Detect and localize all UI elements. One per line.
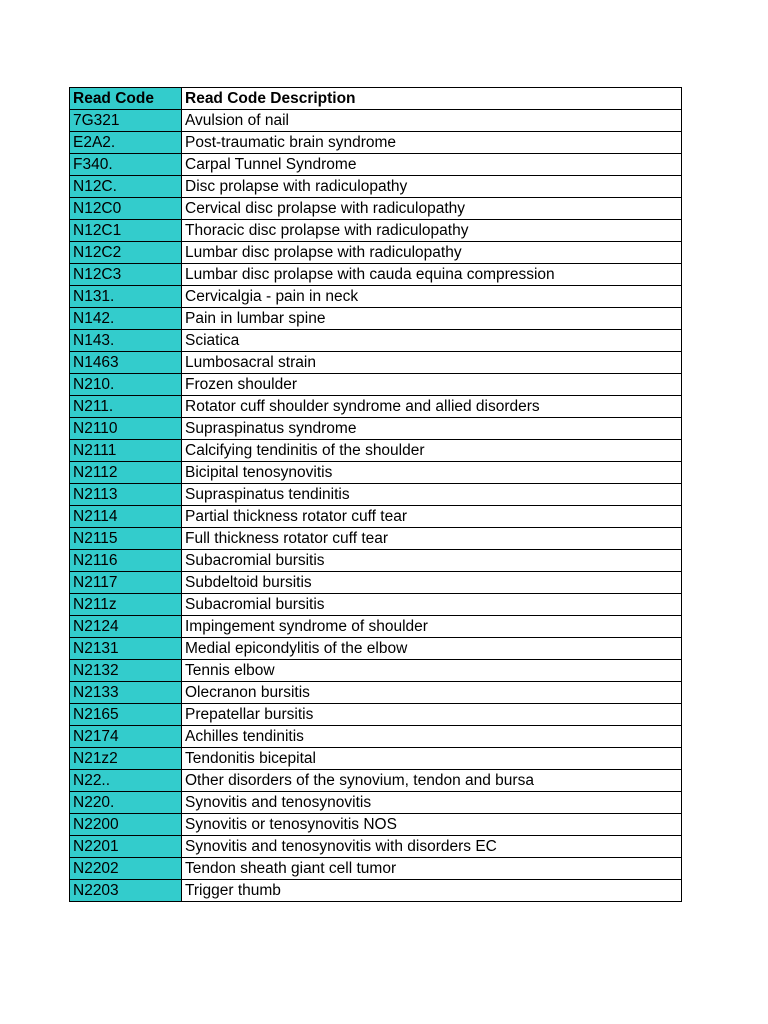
read-code-description-cell: Cervical disc prolapse with radiculopathy [182,198,682,220]
read-code-cell: N131. [70,286,182,308]
read-code-description-cell: Impingement syndrome of shoulder [182,616,682,638]
table-row [70,308,682,330]
table-row [70,176,682,198]
read-code-cell: N2117 [70,572,182,594]
table-row [70,572,682,594]
table-row [70,286,682,308]
table-row [70,616,682,638]
table-row [70,748,682,770]
read-code-cell: N12C0 [70,198,182,220]
read-code-cell: N2202 [70,858,182,880]
read-code-description-cell: Tendonitis bicepital [182,748,682,770]
read-code-cell: N2133 [70,682,182,704]
read-code-description-cell: Synovitis and tenosynovitis [182,792,682,814]
read-code-cell: N210. [70,374,182,396]
read-code-description-cell: Carpal Tunnel Syndrome [182,154,682,176]
read-code-cell: N2111 [70,440,182,462]
read-code-cell: N2200 [70,814,182,836]
read-code-description-cell: Prepatellar bursitis [182,704,682,726]
read-code-cell: N220. [70,792,182,814]
table-row [70,198,682,220]
read-code-cell: N143. [70,330,182,352]
table-row [70,242,682,264]
table-row [70,594,682,616]
read-code-cell: N2113 [70,484,182,506]
read-code-sheet [69,87,682,902]
read-code-description-cell: Tennis elbow [182,660,682,682]
table-row [70,462,682,484]
table-body [70,110,682,902]
table-row [70,154,682,176]
read-code-description-cell: Supraspinatus syndrome [182,418,682,440]
read-code-description-cell: Sciatica [182,330,682,352]
read-code-description-cell: Lumbosacral strain [182,352,682,374]
read-code-description-cell: Synovitis and tenosynovitis with disorders EC [182,836,682,858]
read-code-description-cell: Synovitis or tenosynovitis NOS [182,814,682,836]
read-code-description-cell: Achilles tendinitis [182,726,682,748]
read-code-description-cell: Subacromial bursitis [182,594,682,616]
table-row [70,814,682,836]
table-row [70,396,682,418]
read-code-description-cell: Disc prolapse with radiculopathy [182,176,682,198]
read-code-description-cell: Avulsion of nail [182,110,682,132]
read-code-cell: N2165 [70,704,182,726]
read-code-cell: N2124 [70,616,182,638]
read-code-description-cell: Medial epicondylitis of the elbow [182,638,682,660]
table-row [70,550,682,572]
header-row [70,88,682,110]
read-code-cell: N211z [70,594,182,616]
read-code-description-cell: Lumbar disc prolapse with radiculopathy [182,242,682,264]
table-row [70,484,682,506]
table-row [70,880,682,902]
table-row [70,792,682,814]
table-row [70,418,682,440]
table-row [70,836,682,858]
read-code-cell: N12C3 [70,264,182,286]
read-code-description-cell: Lumbar disc prolapse with cauda equina compression [182,264,682,286]
read-code-cell: N12C2 [70,242,182,264]
read-code-description-cell: Bicipital tenosynovitis [182,462,682,484]
read-code-description-cell: Post-traumatic brain syndrome [182,132,682,154]
table-row [70,858,682,880]
read-code-cell: N2131 [70,638,182,660]
header-read-code-description: Read Code Description [182,88,682,110]
read-code-description-cell: Frozen shoulder [182,374,682,396]
table-row [70,770,682,792]
table-row [70,638,682,660]
read-code-table [69,87,682,902]
read-code-description-cell: Cervicalgia - pain in neck [182,286,682,308]
table-row [70,726,682,748]
read-code-cell: N21z2 [70,748,182,770]
read-code-cell: N12C. [70,176,182,198]
table-row [70,506,682,528]
read-code-cell: F340. [70,154,182,176]
header-read-code: Read Code [70,88,182,110]
read-code-description-cell: Subacromial bursitis [182,550,682,572]
read-code-description-cell: Other disorders of the synovium, tendon and bursa [182,770,682,792]
table-row [70,110,682,132]
table-row [70,704,682,726]
table-row [70,682,682,704]
read-code-cell: N1463 [70,352,182,374]
read-code-cell: N2112 [70,462,182,484]
table-row [70,132,682,154]
read-code-description-cell: Partial thickness rotator cuff tear [182,506,682,528]
read-code-cell: N2116 [70,550,182,572]
read-code-description-cell: Trigger thumb [182,880,682,902]
read-code-cell: N2110 [70,418,182,440]
table-row [70,352,682,374]
table-row [70,528,682,550]
read-code-cell: N142. [70,308,182,330]
table-row [70,330,682,352]
read-code-description-cell: Rotator cuff shoulder syndrome and allied disorders [182,396,682,418]
read-code-description-cell: Pain in lumbar spine [182,308,682,330]
read-code-cell: N2132 [70,660,182,682]
table-row [70,440,682,462]
read-code-cell: 7G321 [70,110,182,132]
read-code-cell: N12C1 [70,220,182,242]
read-code-description-cell: Thoracic disc prolapse with radiculopathy [182,220,682,242]
read-code-description-cell: Full thickness rotator cuff tear [182,528,682,550]
read-code-cell: N2114 [70,506,182,528]
read-code-description-cell: Tendon sheath giant cell tumor [182,858,682,880]
read-code-cell: N2203 [70,880,182,902]
read-code-description-cell: Subdeltoid bursitis [182,572,682,594]
table-row [70,220,682,242]
read-code-cell: N2115 [70,528,182,550]
read-code-description-cell: Olecranon bursitis [182,682,682,704]
read-code-cell: N2174 [70,726,182,748]
table-row [70,660,682,682]
read-code-description-cell: Calcifying tendinitis of the shoulder [182,440,682,462]
read-code-cell: N22.. [70,770,182,792]
table-row [70,264,682,286]
read-code-description-cell: Supraspinatus tendinitis [182,484,682,506]
read-code-cell: N2201 [70,836,182,858]
table-row [70,374,682,396]
read-code-cell: E2A2. [70,132,182,154]
read-code-cell: N211. [70,396,182,418]
